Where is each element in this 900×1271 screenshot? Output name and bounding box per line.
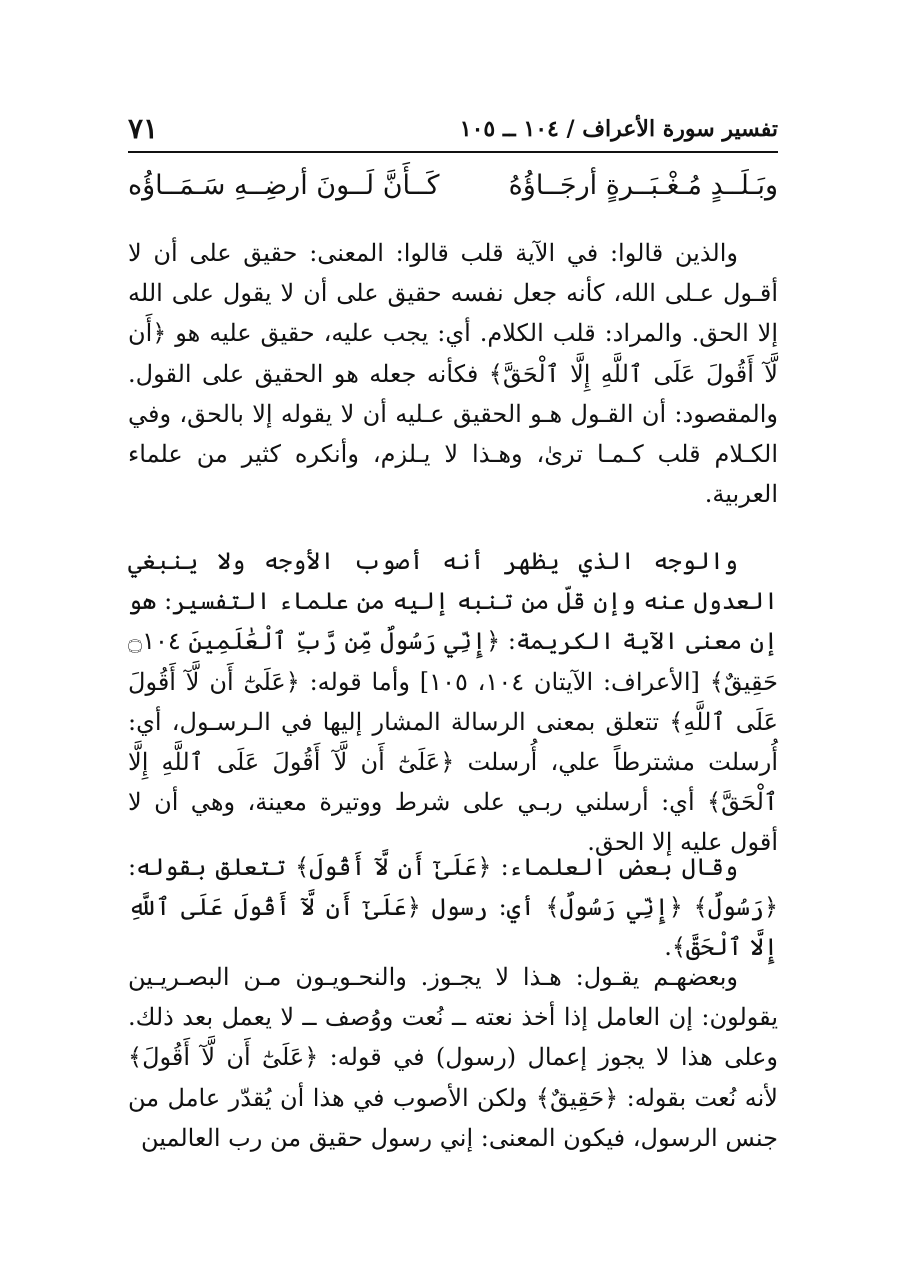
page-number: ٧١ — [128, 112, 159, 145]
paragraph-scholars-view: وقال بعض العلماء: ﴿عَلَىٰٓ أَن لَّآ أَقُولَ﴾ تتعلق بقوله: ﴿رَسُولٌ﴾ ﴿إِنِّي رَسُولٌ﴾ أي: رسول ﴿عَلَىٰٓ أَن لَّآ أَقُولَ عَلَى ٱللَّهِ إِلَّا ٱلْحَقَّ﴾. — [128, 853, 778, 962]
running-header-title: تفسير سورة الأعراف / ١٠٤ ــ ١٠٥ — [459, 116, 778, 142]
paragraph-grammarians-view: وبعضهـم يقـول: هـذا لا يجـوز. والنحـويـون مـن البصـريـين يقولون: إن العامل إذا أخذ نعته ــ نُعت ووُصف ــ لا يعمل بعد ذلك. وعلى هذا لا يجوز إعمال (رسول) في قوله: ﴿عَلَىٰٓ أَن لَّآ أَقُولَ﴾ لأنه نُعت بقوله: ﴿حَقِيقٌ﴾ ولكن الأصوب في هذا أن يُقدّر عامل من جنس الرسول، فيكون المعنى: إني رسول حقيق من رب العالمين — [128, 963, 778, 1152]
running-header — [128, 112, 778, 152]
paragraph-reversal-view: والذين قالوا: في الآية قلب قالوا: المعنى: حقيق على أن لا أقـول عـلى الله، كأنه جعل نفسه حقيق على أن لا يقول على الله إلا الحق. والمراد: قلب الكلام. أي: يجب عليه، حقيق عليه هو ﴿أَن لَّآ أَقُولَ عَلَى ٱللَّهِ إِلَّا ٱلْحَقَّ﴾ فكأنه جعله هو الحقيق على القول. والمقصود: أن القـول هـو الحقيق عـليه أن لا يقوله إلا بالحق، وفي الكـلام قلب كـمـا ترىٰ، وهـذا لا يـلزم، وأنكره كثير من علماء العربية. — [128, 239, 778, 509]
paragraph-preferred-view: والوجه الذي يظهر أنه أصوب الأوجه ولا ينبغي العدول عنه وإن قلّ من تنبه إليه من علماء التفسير: هو إن معنى الآية الكريمة: ﴿إِنِّي رَسُولٌ مِّن رَّبِّ ٱلْعَٰلَمِينَ ۝١٠٤ حَقِيقٌ﴾ [الأعراف: الآيتان ١٠٤، ١٠٥] وأما قوله: ﴿عَلَىٰٓ أَن لَّآ أَقُولَ عَلَى ٱللَّهِ﴾ تتعلق بمعنى الرسالة المشار إليها في الـرسـول، أي: أُرسلت مشترطاً علي، أُرسلت ﴿عَلَىٰٓ أَن لَّآ أَقُولَ عَلَى ٱللَّهِ إِلَّا ٱلْحَقَّ﴾ أي: أرسلني ربـي على شرط ووتيرة معينة، وهي أن لا أقول عليه إلا الحق. — [128, 547, 779, 857]
verse-second-hemistich: كَــأَنَّ لَــونَ أرضِــهِ سَـمَــاؤُه — [128, 170, 440, 201]
poetry-verse — [128, 170, 778, 206]
verse-first-hemistich: وبَـلَــدٍ مُـغْـبَــرةٍ أرجَــاؤُهُ — [508, 170, 778, 201]
header-divider — [128, 151, 778, 153]
